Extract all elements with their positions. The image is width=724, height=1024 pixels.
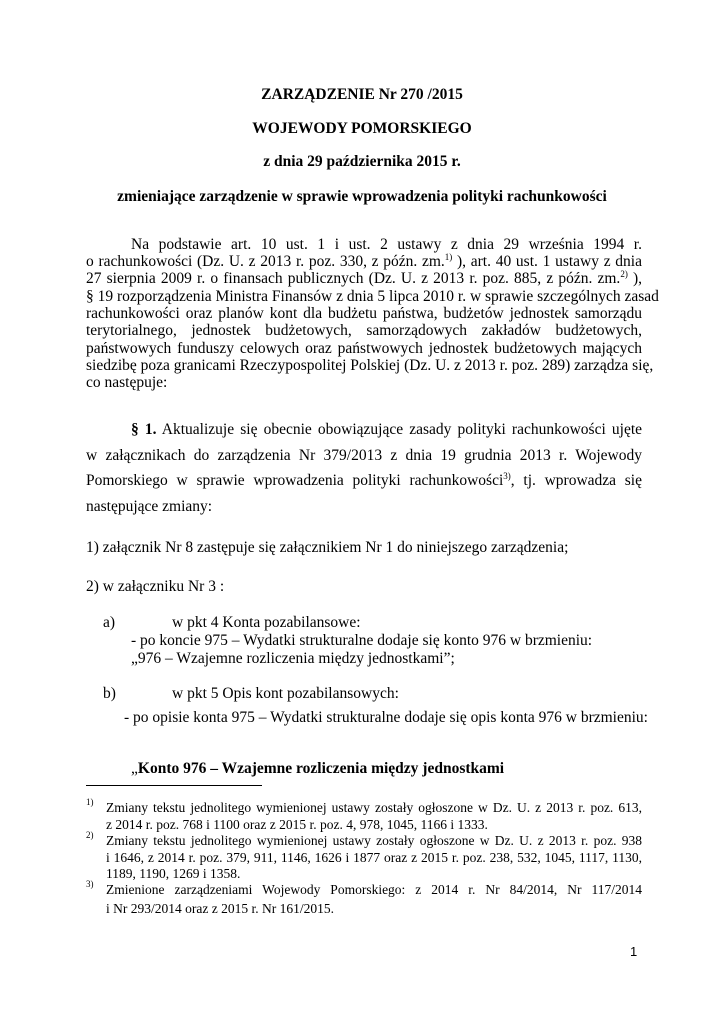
preamble-line-1: Na podstawie art. 10 ust. 1 i ust. 2 ustawy z dnia 29 września 1994 r.	[131, 236, 642, 253]
footnote-3-line-1: Zmienione zarządzeniami Wojewody Pomorskiego: z 2014 r. Nr 84/2014, Nr 117/2014	[106, 882, 642, 897]
section-1-line-3	[86, 472, 642, 490]
section-1-line-1	[131, 421, 642, 439]
footnote-1-line-2: z 2014 r. poz. 768 i 1100 oraz z 2015 r. poz. 4, 978, 1045, 1166 i 1333.	[106, 817, 488, 832]
footnote-3-mark: 3)	[86, 879, 94, 889]
footnote-2-mark: 2)	[86, 830, 94, 840]
section-1-line-3-text-a: Pomorskiego w sprawie wprowadzenia polityki rachunkowości	[86, 472, 504, 489]
footnote-ref-3: 3)	[503, 470, 511, 481]
quote-heading	[131, 760, 504, 778]
section-1-line-1-text: Aktualizuje się obecnie obowiązujące zasady polityki rachunkowości ujęte	[156, 421, 643, 438]
section-1-line-4: następujące zmiany:	[86, 498, 213, 515]
preamble-line-3	[86, 270, 642, 288]
sub-item-b-line-2: - po opisie konta 975 – Wydatki strukturalne dodaje się opis konta 976 w brzmieniu:	[124, 709, 648, 726]
sub-item-a-line-3: „976 – Wzajemne rozliczenia między jednostkami”;	[131, 650, 455, 667]
preamble-line-9: co następuje:	[86, 374, 168, 391]
preamble-line-5: rachunkowości oraz planów kont dla budżetu państwa, budżetów jednostek samorządu	[86, 305, 642, 322]
section-1-line-2: w załącznikach do zarządzenia Nr 379/2013 z dnia 19 grudnia 2013 r. Wojewody	[86, 447, 642, 464]
preamble-line-2	[86, 253, 642, 271]
preamble-line-3-text-b: ),	[627, 270, 642, 287]
sub-item-a-label: a)	[103, 614, 116, 631]
footnote-2-line-3: 1189, 1190, 1269 i 1358.	[106, 866, 241, 881]
footnote-1-line-1: Zmiany tekstu jednolitego wymienionej ustawy zostały ogłoszone w Dz. U. z 2013 r. poz. 613,	[106, 800, 642, 815]
footnote-3-line-2: i Nr 293/2014 oraz z 2015 r. Nr 161/2015.	[106, 901, 334, 916]
footnote-ref-2: 2)	[620, 268, 628, 279]
preamble-line-7: państwowych funduszy celowych oraz państwowych jednostek budżetowych mających	[86, 340, 642, 357]
sub-item-b-label: b)	[103, 685, 116, 702]
footnote-2-line-2: i 1646, z 2014 r. poz. 379, 911, 1146, 1626 i 1877 oraz z 2015 r. poz. 238, 532, 1045, 1117, 1130,	[106, 850, 642, 865]
section-1-mark: § 1.	[131, 421, 157, 438]
footnote-2-line-1: Zmiany tekstu jednolitego wymienionej ustawy zostały ogłoszone w Dz. U. z 2013 r. poz. 938	[106, 833, 642, 848]
preamble-line-3-text-a: 27 sierpnia 2009 r. o finansach publicznych (Dz. U. z 2013 r. poz. 885, z późn. zm.	[86, 270, 621, 287]
list-item-2: 2) w załączniku Nr 3 :	[86, 578, 225, 595]
document-issuer: WOJEWODY POMORSKIEGO	[252, 120, 472, 137]
page-number: 1	[630, 944, 638, 959]
sub-item-b-text: w pkt 5 Opis kont pozabilansowych:	[172, 685, 399, 702]
preamble-line-2-text-a: o rachunkowości (Dz. U. z 2013 r. poz. 330, z późn. zm.	[86, 253, 445, 270]
sub-item-a-text: w pkt 4 Konta pozabilansowe:	[172, 614, 361, 631]
sub-item-a-line-2: - po koncie 975 – Wydatki strukturalne dodaje się konto 976 w brzmieniu:	[131, 632, 593, 649]
preamble-line-2-text-b: ), art. 40 ust. 1 ustawy z dnia	[452, 253, 642, 270]
document-date: z dnia 29 października 2015 r.	[263, 153, 461, 170]
quote-title: Konto 976 – Wzajemne rozliczenia między jednostkami	[137, 760, 505, 777]
footnote-1-mark: 1)	[86, 797, 94, 807]
preamble-line-6: terytorialnego, jednostek budżetowych, samorządowych zakładów budżetowych,	[86, 322, 642, 339]
document-title: ZARZĄDZENIE Nr 270 /2015	[261, 86, 463, 103]
preamble-line-4: § 19 rozporządzenia Ministra Finansów z dnia 5 lipca 2010 r. w sprawie szczególnych zasad	[86, 288, 659, 305]
footnote-separator	[86, 785, 262, 786]
list-item-1: 1) załącznik Nr 8 zastępuje się załącznikiem Nr 1 do niniejszego zarządzenia;	[86, 539, 569, 556]
document-subject: zmieniające zarządzenie w sprawie wprowadzenia polityki rachunkowości	[117, 188, 607, 205]
footnote-ref-1: 1)	[444, 251, 453, 262]
preamble-line-8: siedzibę poza granicami Rzeczypospolitej Polskiej (Dz. U. z 2013 r. poz. 289) zarządza się,	[86, 357, 654, 374]
quote-open: „	[131, 760, 138, 777]
section-1-line-3-text-b: , tj. wprowadza się	[510, 472, 642, 489]
